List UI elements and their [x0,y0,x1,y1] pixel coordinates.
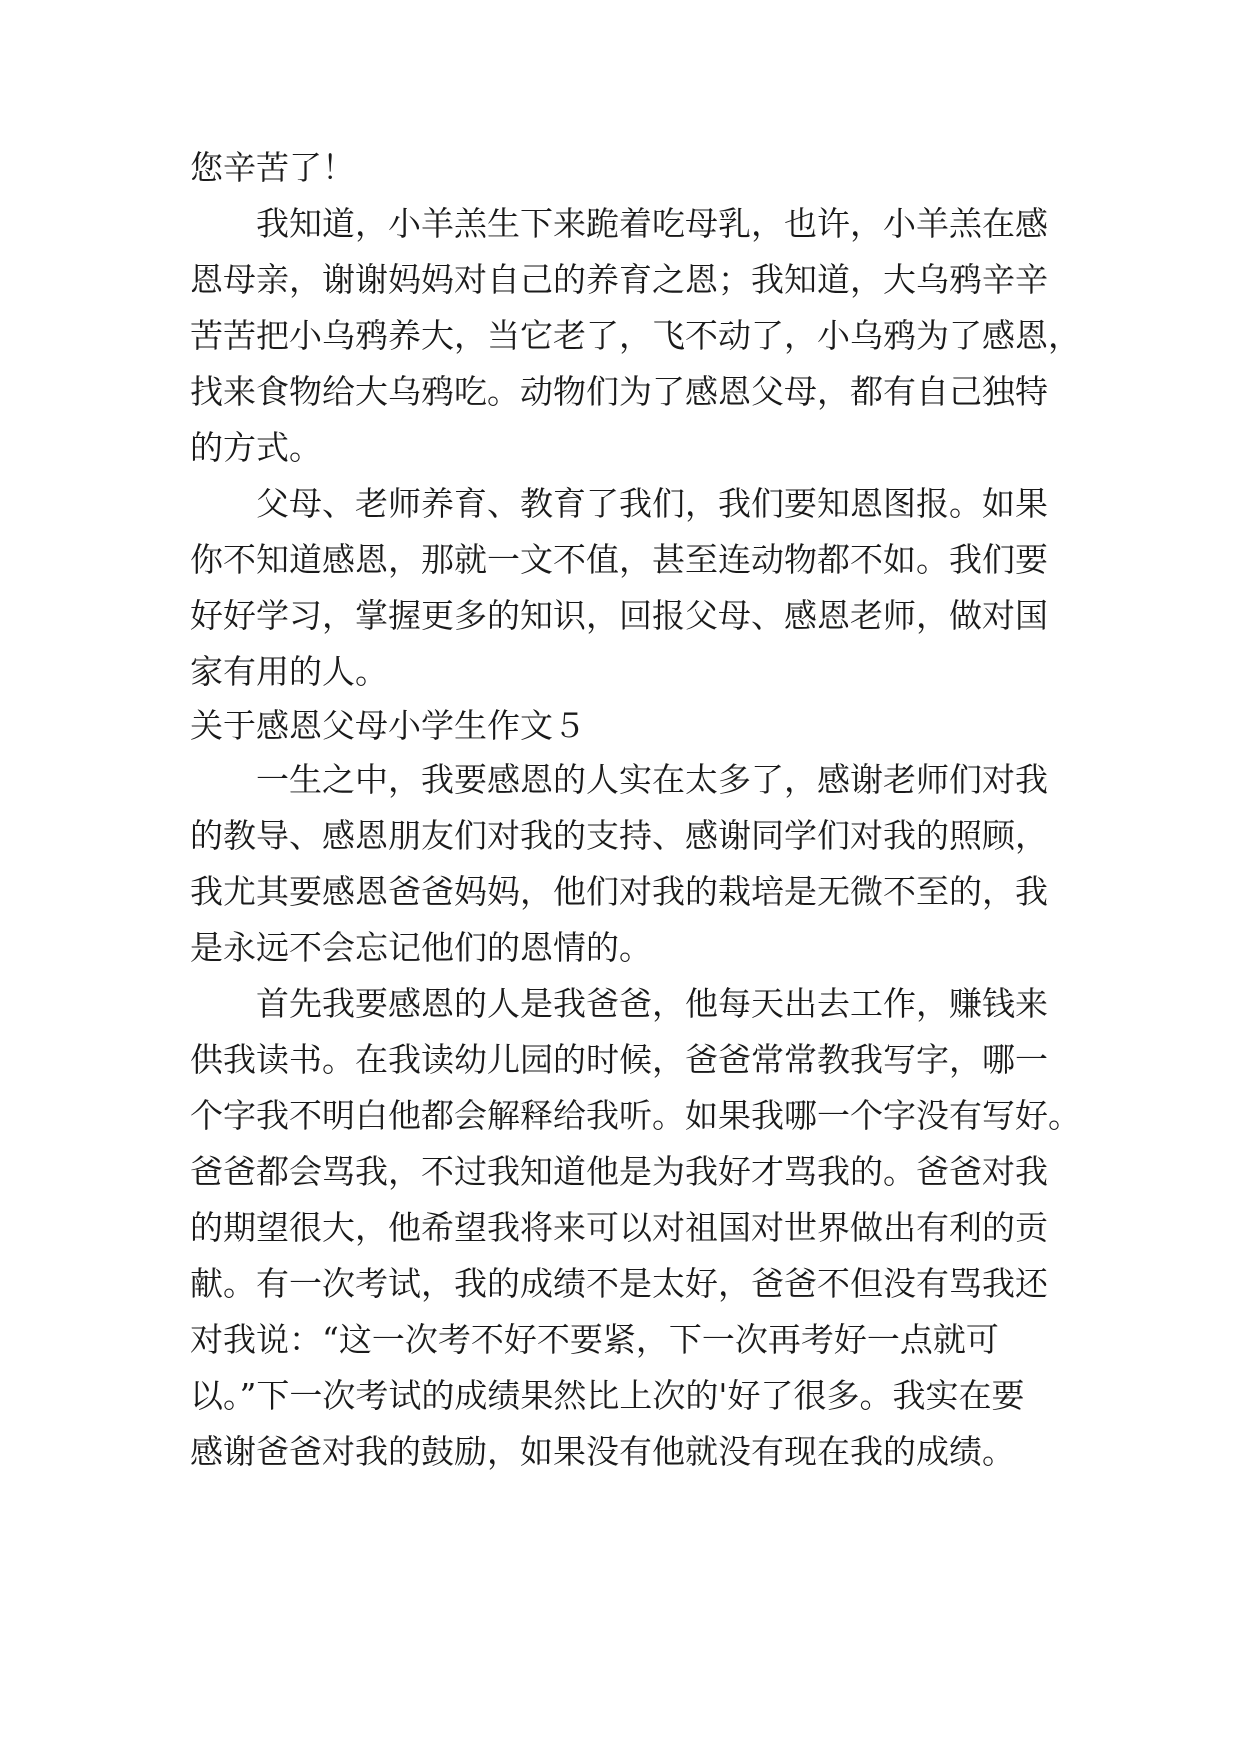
text-line: 恩母亲，谢谢妈妈对自己的养育之恩；我知道，大乌鸦辛辛 [190,260,1048,299]
text-line: 感谢爸爸对我的鼓励，如果没有他就没有现在我的成绩。 [190,1432,1015,1471]
text-line: 以。”下一次考试的成绩果然比上次的'好了很多。我实在要 [190,1376,1025,1415]
text-line: 苦苦把小乌鸦养大，当它老了，飞不动了，小乌鸦为了感恩， [190,316,1081,355]
text-line: 的期望很大，他希望我将来可以对祖国对世界做出有利的贡 [190,1208,1048,1247]
text-line: 家有用的人。 [190,652,388,691]
text-line: 献。有一次考试，我的成绩不是太好，爸爸不但没有骂我还 [190,1264,1048,1303]
text-line: 父母、老师养育、教育了我们，我们要知恩图报。如果 [256,484,1048,523]
text-line: 对我说：“这一次考不好不要紧，下一次再考好一点就可 [190,1320,999,1359]
text-line: 供我读书。在我读幼儿园的时候，爸爸常常教我写字，哪一 [190,1040,1048,1079]
text-line: 我知道，小羊羔生下来跪着吃母乳，也许，小羊羔在感 [256,204,1048,243]
text-line: 好好学习，掌握更多的知识，回报父母、感恩老师，做对国 [190,596,1048,635]
section-heading: 关于感恩父母小学生作文５ [190,706,586,745]
text-line: 的方式。 [190,428,322,467]
text-line: 个字我不明白他都会解释给我听。如果我哪一个字没有写好。 [190,1096,1081,1135]
text-line: 的教导、感恩朋友们对我的支持、感谢同学们对我的照顾， [190,816,1048,855]
text-line: 爸爸都会骂我，不过我知道他是为我好才骂我的。爸爸对我 [190,1152,1048,1191]
text-line: 一生之中，我要感恩的人实在太多了，感谢老师们对我 [256,760,1048,799]
text-line: 我尤其要感恩爸爸妈妈，他们对我的栽培是无微不至的，我 [190,872,1048,911]
text-line: 您辛苦了！ [190,148,355,187]
text-line: 找来食物给大乌鸦吃。动物们为了感恩父母，都有自己独特 [190,372,1048,411]
text-line: 你不知道感恩，那就一文不值，甚至连动物都不如。我们要 [190,540,1048,579]
text-line: 首先我要感恩的人是我爸爸，他每天出去工作，赚钱来 [256,984,1048,1023]
text-line: 是永远不会忘记他们的恩情的。 [190,928,652,967]
